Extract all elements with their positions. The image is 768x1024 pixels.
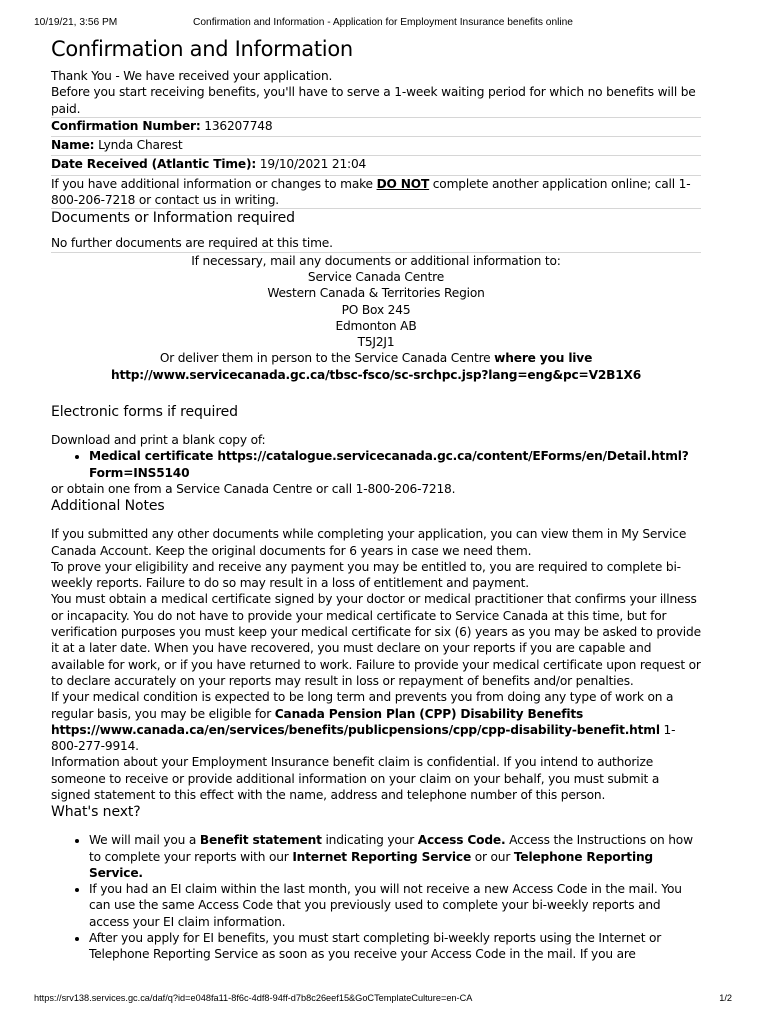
list-item: • If you had an EI claim within the last month, you will not receive a new Access Code in the mail. You can use the same Access Code that you previously used to complete your bi-weekly reports and access your EI claim information. bbox=[89, 881, 701, 930]
waiting-period-text: Before you start receiving benefits, you'll have to serve a 1-week waiting period for which no benefits will be paid. bbox=[51, 85, 696, 116]
note-paragraph: You must obtain a medical certificate signed by your doctor or medical practitioner that confirms your illness or incapacity. You do not have to provide your medical certificate to Service Canada at this time, but for verification purposes you must keep your medical certificate for six (6) years as you may be asked to provide it at a later date. When you have recovered, you must declare on your reports if you are capable and available for work, or if you have returned to work. Failure to provide your medical certificate upon request or to declare accurately on your reports may result in loss or repayment of benefits and/or penalties. bbox=[51, 592, 701, 688]
print-url: https://srv138.services.gc.ca/daf/q?id=e048fa11-8f6c-4df8-94ff-d7b8c26eef15&GoCTemplateCulture=en-CA bbox=[34, 993, 473, 1003]
note-paragraph: Information about your Employment Insurance benefit claim is confidential. If you intend to authorize someone to receive or provide additional information on your claim on your behalf, you must submit a signed statement to this effect with the name, address and telephone number of this person. bbox=[51, 755, 660, 802]
do-not-emphasis: DO NOT bbox=[376, 176, 430, 191]
page-number: 1/2 bbox=[719, 993, 732, 1003]
note-paragraph: If you submitted any other documents while completing your application, you can view them in My Service Canada Account. Keep the original documents for 6 years in case we need them. bbox=[51, 527, 687, 558]
confirmation-number-row bbox=[51, 118, 701, 134]
date-received-value: 19/10/2021 21:04 bbox=[259, 157, 367, 172]
changes-notice: If you have additional information or changes to make DO NOT complete another application online; call 1-800-206-7218 or contact us in writing. bbox=[51, 176, 691, 208]
list-item: • After you apply for EI benefits, you must start completing bi-weekly reports using the Internet or Telephone Reporting Service as soon as you receive your Access Code in the mail. If you are bbox=[89, 930, 701, 963]
forms-list bbox=[51, 448, 701, 481]
list-item: • We will mail you a Benefit statement indicating your Access Code. Access the Instructions on how to complete your reports with our Internet Reporting Service or our Telephone Reporting Service. bbox=[89, 832, 701, 881]
print-footer bbox=[34, 993, 732, 1007]
date-received-label: Date Received (Atlantic Time): bbox=[51, 157, 257, 172]
medical-certificate-link[interactable]: https://catalogue.servicecanada.gc.ca/content/EForms/en/Detail.html?Form=INS5140 bbox=[89, 449, 689, 480]
deliver-in-person: Or deliver them in person to the Service Canada Centre where you live bbox=[159, 351, 593, 366]
address-line: Western Canada & Territories Region bbox=[267, 286, 485, 301]
additional-notes-heading: Additional Notes bbox=[51, 498, 165, 515]
obtain-text: or obtain one from a Service Canada Centre or call 1-800-206-7218. bbox=[51, 481, 456, 496]
print-datetime: 10/19/21, 3:56 PM bbox=[34, 17, 118, 28]
page-content bbox=[51, 34, 701, 963]
address-line: Service Canada Centre bbox=[307, 269, 445, 284]
whats-next-heading: What's next? bbox=[51, 804, 141, 821]
office-locator-link[interactable]: http://www.servicecanada.gc.ca/tbsc-fsco/sc-srchpc.jsp?lang=eng&pc=V2B1X6 bbox=[110, 367, 642, 382]
download-text: Download and print a blank copy of: bbox=[51, 433, 266, 448]
name-label: Name: bbox=[51, 138, 95, 153]
address-line: Edmonton AB bbox=[335, 318, 417, 333]
mail-intro: If necessary, mail any documents or additional information to: bbox=[191, 253, 561, 268]
list-item: • Medical certificate https://catalogue.servicecanada.gc.ca/content/EForms/en/Detail.html?Form=INS5140 bbox=[89, 448, 701, 481]
documents-heading: Documents or Information required bbox=[51, 210, 295, 227]
address-line: T5J2J1 bbox=[357, 335, 395, 350]
confirmation-number-value: 136207748 bbox=[204, 118, 273, 133]
print-header bbox=[34, 17, 732, 31]
name-value: Lynda Charest bbox=[98, 138, 183, 153]
cpp-disability-link[interactable]: https://www.canada.ca/en/services/benefits/publicpensions/cpp/cpp-disability-benefit.html bbox=[51, 722, 660, 737]
next-steps-list bbox=[51, 832, 701, 962]
print-title: Confirmation and Information - Application for Employment Insurance benefits online bbox=[193, 17, 573, 28]
name-row bbox=[51, 137, 701, 153]
page-title: Confirmation and Information bbox=[51, 37, 353, 61]
no-documents-text: No further documents are required at this time. bbox=[51, 236, 333, 251]
mailing-address-block bbox=[51, 253, 701, 383]
confirmation-number-label: Confirmation Number: bbox=[51, 118, 201, 133]
date-received-row bbox=[51, 156, 701, 172]
note-paragraph: To prove your eligibility and receive any payment you may be entitled to, you are required to complete bi-weekly reports. Failure to do so may result in a loss of entitlement and payment. bbox=[51, 559, 681, 591]
note-paragraph: If your medical condition is expected to be long term and prevents you from doing any type of work on a regular basis, you may be eligible for Canada Pension Plan (CPP) Disability Benefits https://www.canada.ca/en/services/benefits/publicpensions/cpp/cpp-disability-benefit.html 1-800-277-9914. bbox=[51, 690, 676, 754]
electronic-forms-heading: Electronic forms if required bbox=[51, 404, 238, 421]
thank-you-text: Thank You - We have received your application. bbox=[51, 69, 333, 83]
address-line: PO Box 245 bbox=[341, 302, 411, 317]
